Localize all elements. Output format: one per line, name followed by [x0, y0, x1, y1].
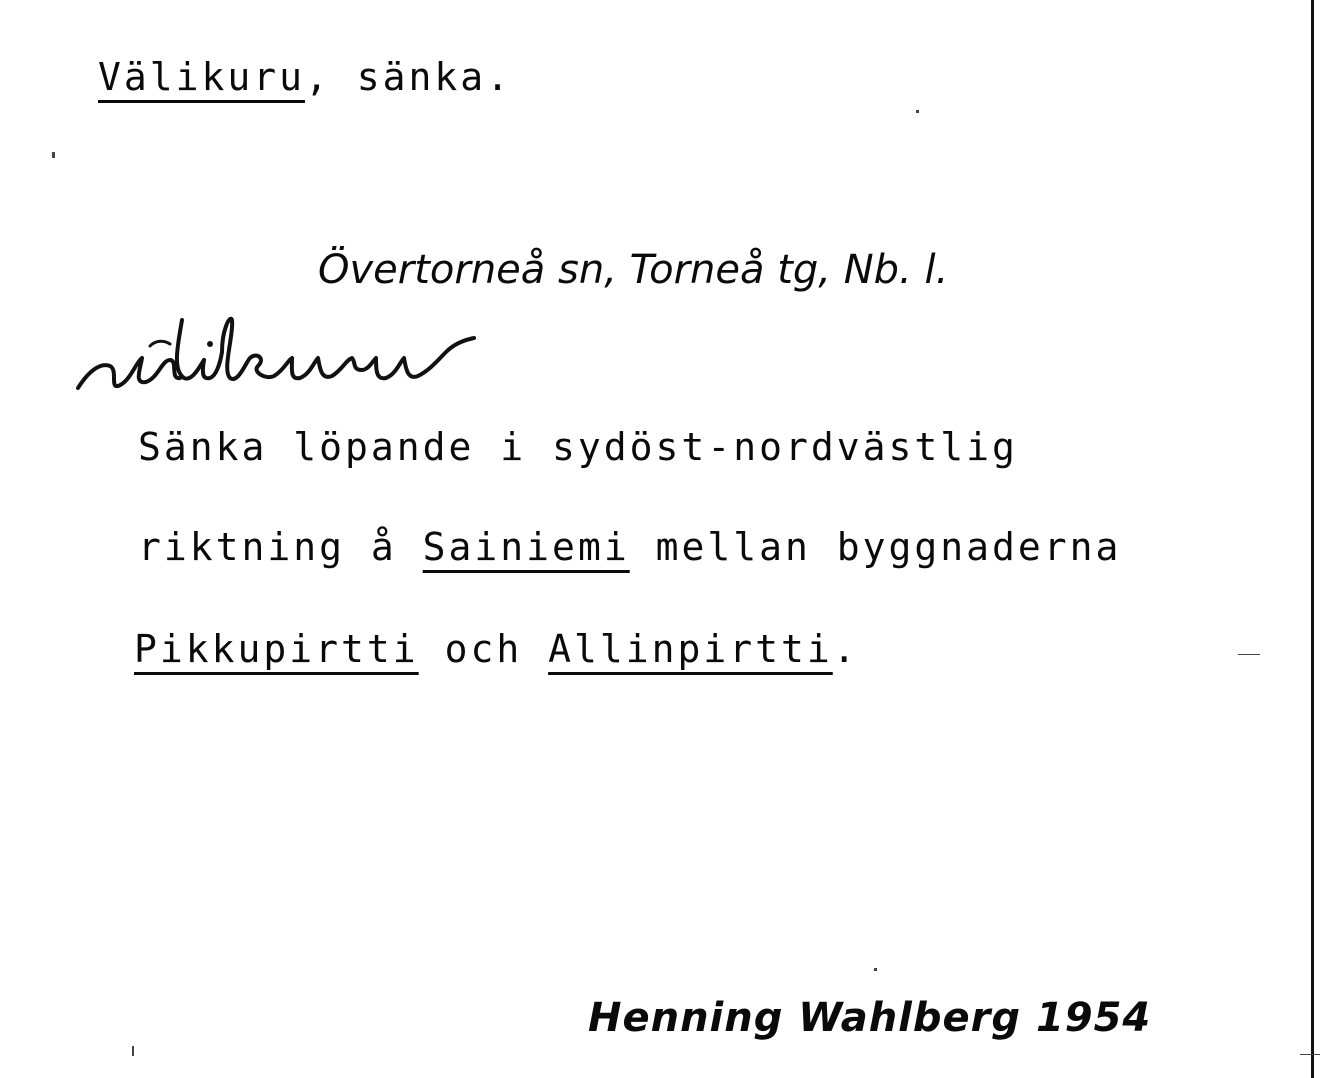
line2-text-a: riktning å	[138, 525, 397, 569]
heading-line	[98, 55, 513, 99]
scan-speck	[52, 152, 55, 158]
place-name-pikkupirtti: Pikkupirtti	[134, 627, 419, 671]
description-line-2	[138, 525, 1122, 569]
parish-stamp: Övertorneå sn, Torneå tg, Nb. l.	[318, 247, 949, 293]
signature-stamp: Henning Wahlberg 1954	[588, 995, 1152, 1041]
scan-speck	[874, 968, 877, 971]
scan-speck	[1238, 654, 1260, 655]
description-line-1: Sänka löpande i sydöst-nordvästlig	[138, 425, 1018, 469]
line2-text-b: mellan byggnaderna	[655, 525, 1122, 569]
handwritten-word-signature	[70, 300, 490, 400]
place-name-allinpirtti: Allinpirtti	[548, 627, 833, 671]
line3-period: .	[832, 627, 859, 671]
place-name-sainiemi: Sainiemi	[422, 525, 630, 569]
heading-word: Välikuru	[98, 55, 306, 99]
scan-speck	[916, 110, 919, 113]
scan-speck	[132, 1046, 134, 1056]
heading-rest: , sänka.	[305, 55, 513, 99]
description-line-3	[134, 627, 859, 671]
scan-speck	[1300, 1054, 1320, 1055]
card-edge-line	[1311, 0, 1314, 1078]
line3-text-mid: och	[444, 627, 523, 671]
